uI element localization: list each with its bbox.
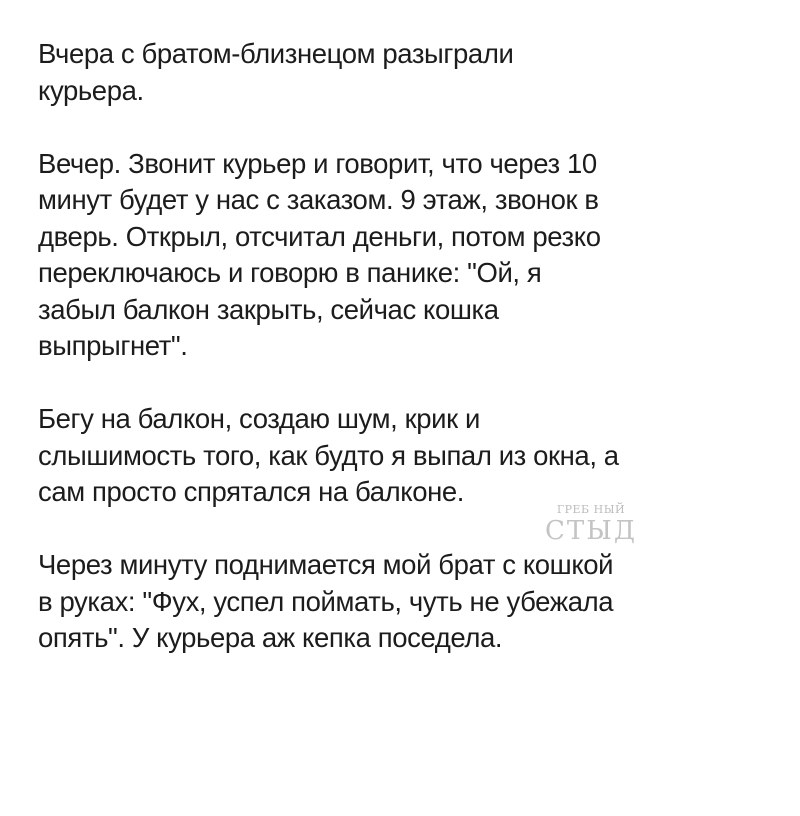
paragraph-intro: Вчера с братом-близнецом разыграли курьера.: [38, 38, 514, 106]
paragraph-courier-call: Вечер. Звонит курьер и говорит, что через 10 минут будет у нас с заказом. 9 этаж, звонок в дверь. Открыл, отсчитал деньги, потом резко переключаюсь и говорю в панике: "Ой, я забыл балкон закрыть, сейчас кошка выпрыгнет".: [38, 147, 601, 361]
post-text: [38, 36, 768, 657]
watermark-bottom-text: СТЫД: [545, 516, 637, 546]
paragraph-balcony: Бегу на балкон, создаю шум, крик и слышимость того, как будто я выпал из окна, а сам просто спрятался на балконе.: [38, 403, 619, 507]
watermark-top-text: ГРЕБ НЫЙ: [556, 503, 626, 516]
paragraph-punchline: Через минуту поднимается мой брат с кошкой в руках: "Фух, успел поймать, чуть не убежала опять". У курьера аж кепка поседела.: [38, 549, 614, 653]
